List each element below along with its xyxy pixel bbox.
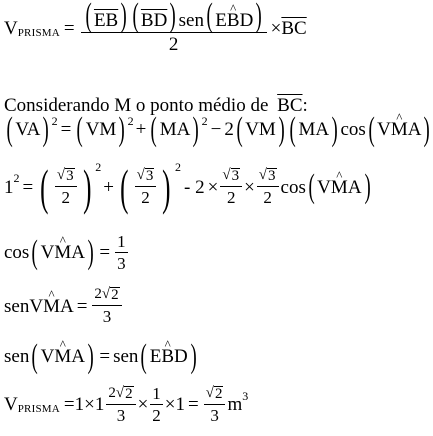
segment-va: VA	[15, 119, 41, 141]
coefficient-two: 2	[108, 384, 116, 401]
plus-sign: +	[135, 119, 147, 141]
one-third-fraction	[115, 233, 128, 272]
denominator-two: 2	[61, 188, 70, 207]
numerator-one: 1	[152, 384, 161, 403]
cube-exponent: 3	[242, 388, 249, 403]
two-root2-over-3-fraction	[92, 287, 121, 325]
times-sign: ×	[270, 17, 282, 39]
cosine-label: cos	[4, 242, 30, 263]
equals-sign: =	[63, 17, 75, 39]
angle-vertex-v: V	[40, 346, 55, 368]
denominator-three: 3	[102, 307, 112, 326]
radicand-two: 2	[214, 385, 223, 402]
radicand-three: 3	[268, 168, 276, 184]
segment-vm: VM	[85, 119, 117, 141]
equals-sign: =	[99, 242, 111, 263]
sine-label: sen	[178, 10, 204, 31]
times-sign: ×	[244, 176, 255, 198]
segment-ma: MA	[298, 119, 330, 141]
denominator-three: 3	[210, 405, 219, 425]
denominator-three: 3	[117, 254, 126, 273]
cosine-result: cos ( V ^ M A ) = $\frac{1}{3}$	[4, 233, 130, 272]
angle-vertex-v: V	[40, 242, 55, 263]
volume-fraction	[81, 2, 267, 54]
equals-one: =1	[63, 394, 85, 415]
angle-vertex-m: ^ M	[331, 178, 348, 197]
angle-vertex-a: A	[407, 119, 422, 141]
angle-vertex-d: D	[239, 10, 254, 31]
final-volume	[4, 385, 248, 424]
equals-sign: =	[76, 295, 88, 317]
two-sqrt-two: 2 √ 2	[94, 286, 119, 303]
equals-sign: =	[60, 119, 72, 141]
angle-vertex-b: ^ B	[161, 347, 174, 366]
angle-vertex-a: A	[59, 295, 74, 317]
volume-formula	[4, 2, 307, 54]
radicand-three: 3	[231, 168, 240, 184]
angle-vertex-m: ^ M	[54, 347, 71, 366]
root3-over-2-fraction	[55, 168, 77, 206]
angle-vertex-m: ^ M	[54, 243, 71, 262]
angle-vertex-e: E	[149, 346, 162, 368]
segment-eb: $\overline{EB}$	[93, 10, 119, 31]
sqrt-three: √ 3	[258, 167, 276, 184]
two-sqrt-two: 2 √ 2	[108, 384, 133, 402]
times-sign: ×	[137, 394, 149, 415]
square-exponent: 2	[201, 113, 208, 128]
sine-equality: sen ( V ^ M A ) = sen ( E ^ B D )	[4, 343, 199, 370]
volume-denominator: 2	[168, 34, 179, 55]
root3-over-2-fraction	[135, 168, 157, 206]
volume-subscript: PRISMA	[17, 26, 60, 39]
statement-text: Considerando M o ponto médio de	[4, 95, 269, 116]
radicand-two: 2	[125, 385, 133, 402]
denominator-two: 2	[152, 406, 161, 425]
times-sign: ×	[164, 394, 176, 415]
minus-two: - 2	[184, 176, 205, 198]
cosine-label: cos	[340, 119, 366, 141]
segment-bc: $\overline{BC}$	[281, 17, 307, 39]
minus-sign: −	[210, 119, 222, 141]
segment-vm: VM	[245, 119, 276, 141]
value-one: 1	[175, 394, 186, 415]
root3-over-2-fraction	[257, 168, 279, 206]
volume-symbol: V	[4, 394, 18, 415]
value-one: 1	[94, 394, 105, 415]
angle-vertex-m: ^ M	[43, 297, 60, 316]
square-exponent: 2	[95, 160, 102, 174]
angle-vertex-b: ^ B	[227, 11, 240, 30]
volume-symbol: V	[4, 17, 18, 39]
coefficient-two: 2	[94, 286, 102, 302]
sqrt-three: √ 3	[222, 167, 240, 184]
radicand-three: 3	[145, 168, 154, 184]
square-exponent: 2	[51, 113, 58, 128]
denominator-two: 2	[226, 188, 236, 207]
angle-vertex-v: V	[317, 176, 331, 198]
angle-vertex-m: ^ M	[391, 120, 408, 139]
sine-label: sen	[113, 346, 139, 368]
root3-over-2-fraction	[220, 168, 242, 206]
equals-sign: =	[188, 394, 199, 415]
sine-result	[4, 287, 124, 325]
substitution-equation: 1 2 = ( √ 3 2 ) 2 + ( √ 3 2 ) 2 - 2 × √ 3 2 × √ 3 2 cos ( V ^ M A )	[4, 167, 373, 207]
sqrt-two: √ 2	[205, 384, 223, 402]
angle-vertex-a: A	[347, 176, 362, 198]
numerator-one: 1	[117, 232, 126, 251]
angle-vertex-e: E	[215, 10, 227, 31]
segment-ma: MA	[159, 119, 191, 141]
value-one: 1	[4, 176, 14, 198]
angle-vertex-a: A	[71, 346, 86, 368]
law-of-cosines: ( VA ) 2 = ( VM ) 2 + ( MA ) 2 − 2 ( VM ) ( MA ) cos ( V ^ M A )	[4, 116, 433, 143]
sine-label: sen	[4, 346, 30, 368]
equals-sign: =	[99, 346, 111, 368]
angle-vertex-v: V	[377, 119, 391, 141]
square-exponent: 2	[13, 171, 20, 185]
sqrt-three: √ 3	[136, 167, 154, 184]
colon: :	[302, 95, 308, 116]
denominator-two: 2	[263, 188, 272, 207]
denominator-three: 3	[116, 405, 126, 425]
segment-bc: $\overline{BC}$	[277, 95, 303, 116]
angle-vertex-a: A	[71, 242, 86, 263]
unit-meter: m	[227, 394, 243, 415]
radicand-three: 3	[66, 168, 74, 184]
cosine-label: cos	[280, 176, 306, 198]
sqrt-three: √ 3	[56, 167, 74, 184]
square-exponent: 2	[127, 113, 134, 128]
root2-over-3-fraction	[204, 386, 226, 424]
equals-sign: =	[22, 176, 34, 198]
plus-sign: +	[103, 176, 114, 198]
segment-bd: $\overline{BD}$	[140, 10, 168, 31]
sine-label: senV	[4, 295, 44, 317]
two-root2-over-3-fraction	[106, 386, 135, 424]
times-sign: ×	[84, 394, 95, 415]
angle-vertex-d: D	[174, 346, 188, 368]
times-sign: ×	[207, 176, 219, 198]
radicand-two: 2	[111, 287, 119, 303]
volume-subscript: PRISMA	[17, 403, 60, 415]
volume-numerator: ( $\overline{EB}$) ( $\overline{BD}$) sen( E^ BD)	[81, 2, 267, 32]
one-half-fraction	[150, 385, 163, 424]
square-exponent: 2	[175, 160, 182, 174]
denominator-two: 2	[141, 188, 150, 207]
coefficient-two: 2	[224, 119, 234, 141]
